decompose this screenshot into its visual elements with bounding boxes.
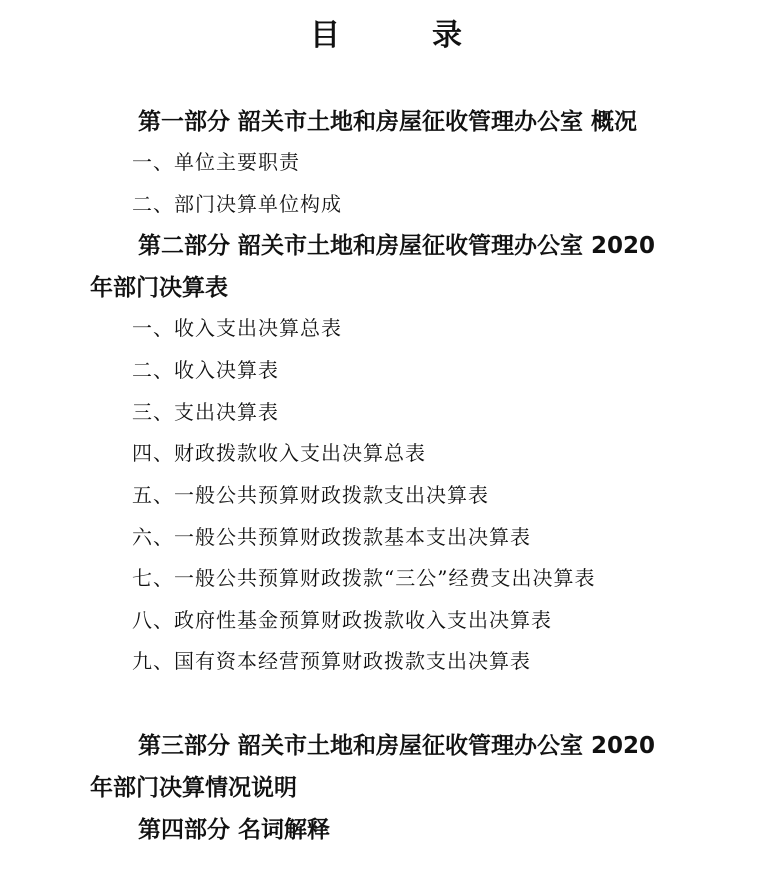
- toc-item-2-3[interactable]: 三、支出决算表: [132, 400, 279, 424]
- toc-item-1-1[interactable]: 一、单位主要职责: [132, 150, 300, 174]
- toc-item-2-1[interactable]: 一、收入支出决算总表: [132, 316, 342, 340]
- toc-part-3-heading[interactable]: [0, 725, 772, 809]
- toc-part-2-line-1: 第二部分 韶关市土地和房屋征收管理办公室 2020: [138, 233, 656, 259]
- toc-title: [0, 14, 772, 58]
- toc-title-char-2: 录: [432, 18, 462, 53]
- toc-item-2-7[interactable]: 七、一般公共预算财政拨款“三公”经费支出决算表: [132, 566, 596, 590]
- toc-item-2-9[interactable]: 九、国有资本经营预算财政拨款支出决算表: [132, 649, 531, 673]
- toc-part-4-line-1: 第四部分 名词解释: [138, 817, 331, 843]
- toc-item-2-8[interactable]: 八、政府性基金预算财政拨款收入支出决算表: [132, 608, 552, 632]
- toc-part-3-line-1: 第三部分 韶关市土地和房屋征收管理办公室 2020: [138, 733, 656, 759]
- toc-part-2-line-2: 年部门决算表: [90, 275, 228, 301]
- toc-part-3-line-2: 年部门决算情况说明: [90, 775, 297, 801]
- toc-item-2-4[interactable]: 四、财政拨款收入支出决算总表: [132, 441, 426, 465]
- toc-part-1-line-1: 第一部分 韶关市土地和房屋征收管理办公室 概况: [138, 109, 638, 135]
- toc-item-2-2[interactable]: 二、收入决算表: [132, 358, 279, 382]
- toc-item-1-2[interactable]: 二、部门决算单位构成: [132, 192, 342, 216]
- toc-item-2-5[interactable]: 五、一般公共预算财政拨款支出决算表: [132, 483, 489, 507]
- toc-part-2-heading[interactable]: [0, 225, 772, 309]
- toc-item-2-6[interactable]: 六、一般公共预算财政拨款基本支出决算表: [132, 525, 531, 549]
- toc-title-char-1: 目: [310, 18, 340, 53]
- toc-part-1-heading[interactable]: [0, 101, 772, 143]
- toc-part-4-heading[interactable]: [0, 809, 772, 851]
